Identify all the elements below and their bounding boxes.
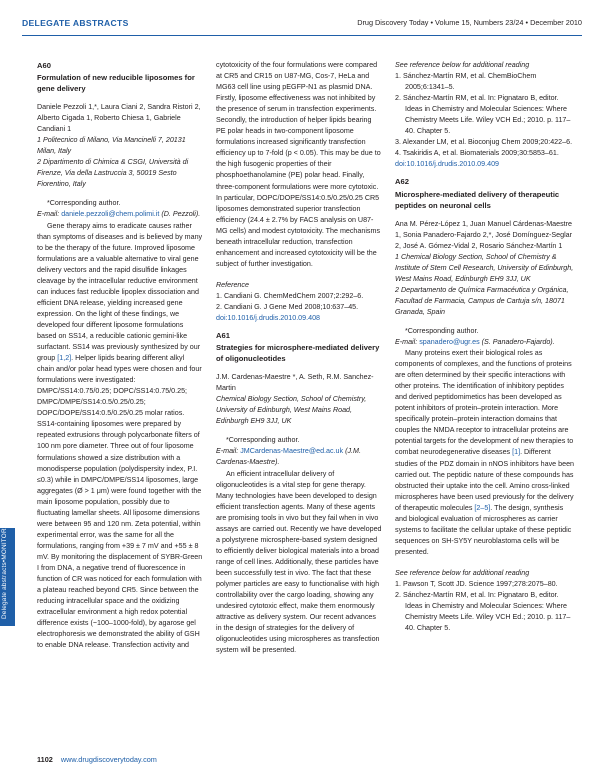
page-footer	[37, 755, 157, 764]
email-suffix: (S. Panadero-Fajardo).	[481, 337, 555, 346]
header-rule	[22, 35, 582, 37]
author-list: J.M. Cardenas-Maestre *, A. Seth, R.M. Sanchez-Martin	[216, 373, 374, 393]
doi-text[interactable]: doi:10.1016/j.drudis.2010.09.408	[216, 314, 321, 323]
email-suffix: (D. Pezzoli).	[161, 210, 201, 219]
abstract-title: Microsphere-mediated delivery of therapeutic peptides on neuronal cells	[395, 189, 560, 210]
affiliation: 2 Departamento de Química Farmacéutica y Orgánica, Facultad de Farmacia, Campus de Cartuja s/n, 18071 Granada, Spain	[395, 285, 569, 316]
body-text: Many proteins exert their biological roles as components of complexes, and the functions of proteins are often determined by their specific interactions with other proteins. The identification of inhibitory peptides and derived peptidomimetics has been developed as potent inhibitors of protein–protein interaction. More specifically protein–protein interaction domains that couples the NMDA receptor to intracellular proteins are potential targets for the development of new therapies to combat neurodegenerative diseases	[395, 349, 574, 457]
reference-heading: Reference	[216, 280, 249, 289]
email-suffix: (J.M. Cardenas-Maestre).	[216, 447, 361, 467]
abstract-title: Formulation of new reducible liposomes for gene delivery	[37, 73, 195, 94]
body-text: Gene therapy aims to eradicate causes rather than symptoms of diseases and is believed by many to be the therapy of the future. Improved liposome formulations are a valuable alternative to viral gene delivery vectors and the rapid disulfide linkages cleavage by the intracellular reductive environment can induces fast reducible lipoplex dissociation and efficient DNA release, yielding increased gene expression. On the light of these findings, we developed four different liposome formulations based on SS14, a reducible cationic gemini-like surfactant. SS14 was previously synthesized by our group	[37, 221, 203, 363]
email-line	[395, 337, 575, 348]
website-link[interactable]: www.drugdiscoverytoday.com	[60, 755, 157, 764]
affiliation: Chemical Biology Section, School of Chemistry, University of Edinburgh, West Mains Road, Edinburgh EH9 3JJ, UK	[216, 395, 367, 426]
corresponding-note: *Corresponding author.	[405, 326, 479, 335]
reference-item: 1. Pawson T, Scott JD. Science 1997;278:2075–80.	[395, 579, 558, 588]
doi-link	[395, 159, 575, 170]
reference-list	[395, 579, 575, 634]
page-number: 1102	[37, 755, 53, 764]
body-paragraph: An efficient intracellular delivery of oligonucleotides is a vital step for gene therapy. Many technologies have been developed to design efficient transfection agents. Many of these agents are promising tools in vivo but they fail when in vivo assays are carried out. Recently we have developed a polystyrene microsphere-based system designed to efficiently deliver biological materials into a broad range of cell lines. Additionally, these particles have been successfully test in vivo. The fact that these polymer particles are easy to functionalise with high controllability over the cargo loading, showing any undesired cytotoxic effect, make them enormously attractive as delivery system. Our recent advances in the design of strategies for the delivery of oligonucleotides using microspheres as transfection system will be presented.	[216, 469, 382, 655]
body-text: . Different studies of the PDZ domain in nNOS inhibitors have been carried out. The peptidic nature of these compounds has obstructed their uptake into the cell. Amino cross-linked microspheres have been used previously for the delivery of therapeutic molecules	[395, 448, 575, 512]
email-link[interactable]: JMCardenas-Maestre@ed.ac.uk	[240, 447, 344, 456]
abstract-id: A62	[395, 177, 409, 187]
citation-link[interactable]: [1,2]	[57, 354, 72, 363]
email-link[interactable]: spanadero@ugr.es	[419, 337, 480, 346]
citation-link[interactable]: [2–5]	[474, 503, 491, 512]
column-1	[37, 60, 203, 651]
corresponding-note: *Corresponding author.	[226, 436, 300, 445]
email-link[interactable]: daniele.pezzoli@chem.polimi.it	[61, 210, 160, 219]
column-2	[216, 60, 382, 656]
sidebar-label: Delegate abstracts•MONITOR	[1, 528, 8, 619]
section-tag: DELEGATE ABSTRACTS	[22, 18, 129, 28]
running-header	[22, 18, 582, 33]
body-paragraph	[37, 221, 203, 652]
affiliation: 2 Dipartimento di Chimica & CSGI, Università di Firenze, Via della Lastruccia 3, 50019 Sesto Fiorentino, Italy	[37, 158, 189, 189]
corresponding-note: *Corresponding author.	[47, 199, 121, 208]
reference-item: 2. Candiani G. J Gene Med 2008;10:637–45.	[216, 302, 359, 311]
reference-item: 4. Tsakiridis A, et al. Biomaterials 2009;30:5853–61.	[395, 149, 559, 158]
reference-list	[395, 71, 575, 159]
body-text: . Helper lipids bearing different alkyl chain and/or polar head types were chosen and four formulations were investigated: DMPC/SS14:0.75/0.25; DOPC/SS14:0.75/0.25; DMPC/DMPE/SS14:0.5/0.25/0.25; DOPC/DOPE/SS14:0.5/0.25/0.25 molar ratios. SS14-containing liposomes were prepared by repeated extrusions through polycarbonate filters of 100 nm pore diameter. Three out of four liposome formulations showed a size distribution with a monodisperse population (polydispersity index, P.I. ≤0.3) while in DMPC/DMPE/SS14 liposomes, large aggregates (Ø > 1 μm) were found together with the main liposome population, possibly due to fluctuating lamellar sheets. All liposome dimensions were between 95 and 120 nm. Zeta potential, within experimental error, was the same for all the formulations, ranging from +39 ± 7 mV and +55 ± 8 mV. By monitoring the displacement of SYBR-Green I from DNA, a negative trend of fluorescence in function of CR was noticed for each formulation with a plateau reached beyond CR5. Since between the reducing intracellular space and the oxidizing extracellular environment a high redox potential difference exists (~100–1000-fold), by agarose gel electrophoresis we demonstrated the ability of GSH to enable DNA release. Transfection activity and	[37, 354, 203, 650]
affiliation: 1 Politecnico di Milano, Via Mancinelli 7, 20131 Milan, Italy	[37, 136, 186, 156]
email-label: E-mail:	[216, 447, 239, 456]
column-3	[395, 60, 575, 634]
abstract-id: A61	[216, 331, 230, 341]
journal-info: Drug Discovery Today • Volume 15, Numbers 23/24 • December 2010	[357, 18, 582, 27]
author-list: Ana M. Pérez-López 1, Juan Manuel Cárdenas-Maestre 1, Sonia Panadero-Fajardo 2,*, José Domínguez-Seglar 2, José A. Gómez-Vidal 2, Rosario Sánchez-Martín 1	[395, 219, 573, 250]
affiliation: 1 Chemical Biology Section, School of Chemistry & Institute of Stem Cell Research, University of Edinburgh, West Mains Road, Edinburgh EH9 3JJ, UK	[395, 252, 574, 283]
doi-link	[216, 313, 382, 324]
body-paragraph	[395, 348, 575, 558]
citation-link[interactable]: [1]	[512, 448, 521, 457]
reference-item: 3. Alexander LM, et al. Bioconjug Chem 2009;20:422–6.	[395, 138, 573, 147]
author-list: Daniele Pezzoli 1,*, Laura Ciani 2, Sandra Ristori 2, Alberto Cigada 1, Roberto Chiesa 1, Gabriele Candiani 1	[37, 103, 201, 134]
body-paragraph: cytotoxicity of the four formulations were compared at CR5 and CR15 on U87-MG, Cos-7, HeLa and MG63 cell line using pEGFP-N1 as plasmid DNA. Firstly, liposome effectiveness was not inhibited by the presence of serum in transfection experiments. Secondly, the introduction of helper lipids bearing PE polar heads in two-component liposome formulations increased significantly transfection efficiency up to 7-fold (p < 0.05). This may be due to the high fusogenic properties of their phosphoethanolamine (PE) polar head. Finally, three-component formulations were more cytotoxic. In particular, DOPC/DOPE/SS14:0.5/0.25/0.25 CR5 liposomes demonstrated superior transfection efficiency (24.4 ± 2.7% by FACS analysis on U87-MG cells) and modest cytotoxicity. The mechanisms beneath intracellular reduction, transfection enhancement and increased cytotoxicity will be the subject of further investigation.	[216, 61, 381, 268]
abstract-title: Strategies for microsphere-mediated delivery of oligonucleotides	[216, 343, 380, 364]
reference-item: 2. Sánchez-Martín RM, et al. In: Pignataro B, editor. Ideas in Chemistry and Molecular Sciences: Where Chemistry Meets Life. Wiley VCH Ed.; 2010. p. 117–40. Chapter 5.	[395, 94, 571, 136]
email-label: E-mail:	[395, 337, 418, 346]
email-line	[216, 446, 382, 468]
reference-item: 1. Candiani G. ChemMedChem 2007;2:292–6.	[216, 291, 364, 300]
email-line	[37, 209, 203, 220]
reference-item: 1. Sánchez-Martín RM, et al. ChemBioChem 2005;6:1341–5.	[395, 72, 537, 92]
doi-text[interactable]: doi:10.1016/j.drudis.2010.09.409	[395, 160, 500, 169]
abstract-id: A60	[37, 61, 51, 70]
email-label: E-mail:	[37, 210, 60, 219]
reference-list	[216, 291, 382, 313]
body-text: . The design, synthesis and biological evaluation of microspheres as carrier systems to facilitate the cellular uptake of these peptidic sequences on SH-SY5Y neuroblastoma cells will be presented.	[395, 503, 572, 556]
reference-heading: See reference below for additional reading	[395, 61, 530, 69]
reference-heading: See reference below for additional reading	[395, 568, 530, 577]
reference-item: 2. Sánchez-Martín RM, et al. In: Pignataro B, editor. Ideas in Chemistry and Molecular Sciences: Where Chemistry Meets Life. Wiley VCH Ed.; 2010. p. 117–40. Chapter 5.	[395, 591, 571, 633]
